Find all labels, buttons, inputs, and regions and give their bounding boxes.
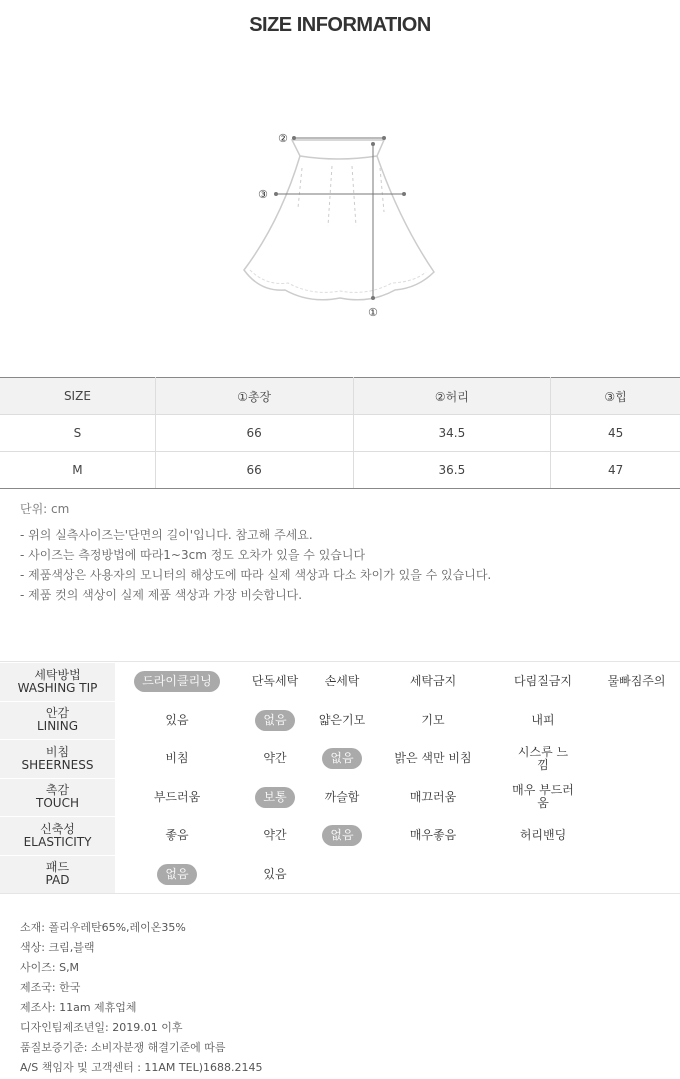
care-option: 세탁금지 — [409, 674, 457, 689]
table-cell: 66 — [155, 452, 353, 489]
table-cell: S — [0, 415, 155, 452]
care-option: 약간 — [263, 828, 287, 843]
table-cell: 66 — [155, 415, 353, 452]
care-option — [593, 779, 680, 817]
care-option: 없음 — [311, 740, 373, 778]
header-cell: ①총장 — [155, 378, 353, 415]
care-option: 매우 부드러움 — [512, 783, 574, 811]
table-row — [0, 415, 680, 452]
care-option: 약간 — [263, 751, 287, 766]
info-item: 제조사: 11am 제휴업체 — [20, 1001, 137, 1014]
care-row-sheerness — [0, 739, 680, 778]
marker-waist: ② — [278, 132, 288, 145]
care-row-elasticity — [0, 816, 680, 855]
care-option: 얇은기모 — [318, 712, 366, 727]
care-row-touch — [0, 778, 680, 817]
care-option — [593, 856, 680, 894]
note-item: - 사이즈는 측정방법에 따라1~3cm 정도 오차가 있을 수 있습니다 — [20, 548, 366, 562]
table-cell: 36.5 — [353, 452, 551, 489]
note-item: - 제품 컷의 색상이 실제 제품 색상과 가장 비슷합니다. — [20, 588, 303, 602]
care-option: 내피 — [531, 712, 555, 727]
care-option — [593, 817, 680, 855]
care-option: 시스루 느낌 — [517, 744, 569, 772]
care-option: 있음 — [263, 866, 287, 881]
table-cell: M — [0, 452, 155, 489]
product-info-list — [20, 918, 263, 1078]
care-label: 안감 LINING — [0, 702, 115, 740]
info-item: 제조국: 한국 — [20, 981, 81, 994]
unit-label: 단위: cm — [20, 502, 70, 516]
care-option: 보통 — [239, 779, 311, 817]
care-option: 허리밴딩 — [519, 828, 567, 843]
info-item: 품질보증기준: 소비자분쟁 해결기준에 따름 — [20, 1041, 226, 1054]
care-option: 매우좋음 — [409, 828, 457, 843]
care-option: 없음 — [239, 702, 311, 740]
care-option — [593, 702, 680, 740]
note-item: - 위의 실측사이즈는'단면의 길이'입니다. 참고해 주세요. — [20, 528, 313, 542]
care-label: 촉감 TOUCH — [0, 779, 115, 817]
info-item: A/S 책임자 및 고객센터 : 11AM TEL)1688.2145 — [20, 1061, 263, 1074]
care-option: 기모 — [421, 712, 445, 727]
page-title: SIZE INFORMATION — [249, 14, 431, 36]
info-item: 소재: 폴리우레탄65%,레이온35% — [20, 921, 186, 934]
info-item: 사이즈: S,M — [20, 961, 80, 974]
care-option: 있음 — [165, 712, 189, 727]
skirt-diagram — [240, 122, 440, 322]
care-row-washing — [0, 662, 680, 701]
care-option: 비침 — [165, 751, 189, 766]
info-item: 디자인팀제조년일: 2019.01 이후 — [20, 1021, 183, 1034]
care-option: 없음 — [115, 856, 239, 894]
care-option: 매끄러움 — [409, 789, 457, 804]
marker-length: ① — [368, 306, 378, 319]
marker-hip: ③ — [258, 188, 268, 201]
table-row — [0, 452, 680, 489]
table-cell: 34.5 — [353, 415, 551, 452]
care-label: 세탁방법 WASHING TIP — [0, 663, 115, 701]
notes-list — [20, 527, 491, 607]
table-cell: 45 — [551, 415, 680, 452]
header-cell: ③힙 — [551, 378, 680, 415]
header-cell: SIZE — [0, 378, 155, 415]
care-option: 밝은 색만 비침 — [394, 751, 472, 766]
care-label: 패드 PAD — [0, 856, 115, 894]
care-label: 신축성 ELASTICITY — [0, 817, 115, 855]
size-table-header — [0, 378, 680, 415]
care-option: 까슬함 — [324, 789, 360, 804]
care-option — [593, 740, 680, 778]
care-table — [0, 661, 680, 894]
size-table — [0, 377, 680, 489]
header-cell: ②허리 — [353, 378, 551, 415]
info-item: 색상: 크림,블랙 — [20, 941, 95, 954]
care-option — [311, 856, 373, 894]
care-option: 다림질금지 — [514, 674, 572, 689]
care-option: 단독세탁 — [251, 674, 299, 689]
care-option: 없음 — [311, 817, 373, 855]
care-label: 비침 SHEERNESS — [0, 740, 115, 778]
care-option — [373, 856, 493, 894]
table-cell: 47 — [551, 452, 680, 489]
care-option: 부드러움 — [153, 789, 201, 804]
care-option: 드라이클리닝 — [115, 663, 239, 701]
care-option: 물빠짐주의 — [607, 674, 666, 689]
care-option: 좋음 — [165, 828, 189, 843]
care-row-lining — [0, 701, 680, 740]
care-row-pad — [0, 855, 680, 894]
care-option — [493, 856, 593, 894]
care-option: 손세탁 — [324, 674, 360, 689]
note-item: - 제품색상은 사용자의 모니터의 해상도에 따라 실제 색상과 다소 차이가 있을 수 있습니다. — [20, 568, 492, 582]
